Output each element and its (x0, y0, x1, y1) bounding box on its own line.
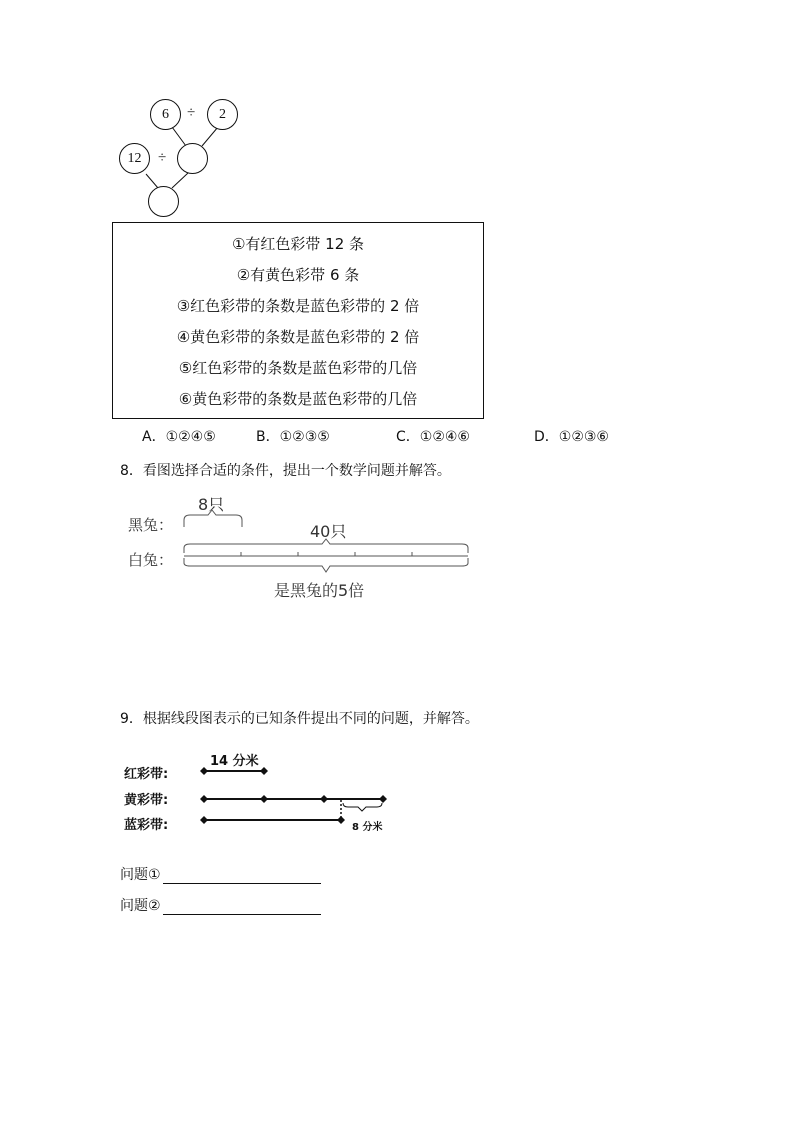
answer-label-2: 问题② (120, 898, 161, 914)
times-label: 是黑兔的5倍 (274, 581, 365, 600)
choice-d[interactable]: D．①②③⑥ (534, 429, 609, 445)
difference-length: 8 分米 (352, 822, 383, 833)
red-ribbon-length: 14 分米 (210, 754, 259, 769)
condition-5: ⑤红色彩带的条数是蓝色彩带的几倍 (178, 359, 418, 377)
yellow-ribbon-label: 黄彩带: (124, 793, 169, 808)
condition-3: ③红色彩带的条数是蓝色彩带的 2 倍 (176, 297, 420, 315)
answer-row-1 (120, 864, 321, 884)
answer-row-2 (120, 895, 321, 915)
tree-node-top-right: 2 (207, 99, 238, 130)
tree-node-top-left: 6 (150, 99, 181, 130)
black-rabbit-count: 8只 (198, 495, 225, 514)
condition-1: ①有红色彩带 12 条 (231, 235, 365, 253)
tree-op-mid: ÷ (158, 150, 167, 166)
question-8-text: 8．看图选择合适的条件，提出一个数学问题并解答。 (120, 463, 451, 479)
answer-blank-2[interactable] (163, 900, 321, 915)
answer-blank-1[interactable] (163, 869, 321, 884)
answer-label-1: 问题① (120, 867, 161, 883)
tree-node-mid-left: 12 (119, 143, 150, 174)
choice-b[interactable]: B．①②③⑤ (256, 429, 330, 445)
white-rabbit-total: 40只 (310, 522, 347, 541)
condition-4: ④黄色彩带的条数是蓝色彩带的 2 倍 (176, 328, 420, 346)
question-9-text: 9．根据线段图表示的已知条件提出不同的问题，并解答。 (120, 711, 479, 727)
black-rabbit-label: 黑兔： (128, 516, 174, 534)
condition-6: ⑥黄色彩带的条数是蓝色彩带的几倍 (178, 390, 418, 408)
condition-2: ②有黄色彩带 6 条 (236, 266, 360, 284)
choice-a[interactable]: A．①②④⑤ (142, 429, 216, 445)
red-ribbon-label: 红彩带: (124, 767, 169, 782)
blue-ribbon-label: 蓝彩带: (124, 818, 169, 833)
white-rabbit-label: 白兔： (128, 551, 174, 569)
choice-c[interactable]: C．①②④⑥ (396, 429, 470, 445)
tree-op-top: ÷ (187, 105, 196, 121)
difference-brace (343, 803, 382, 811)
